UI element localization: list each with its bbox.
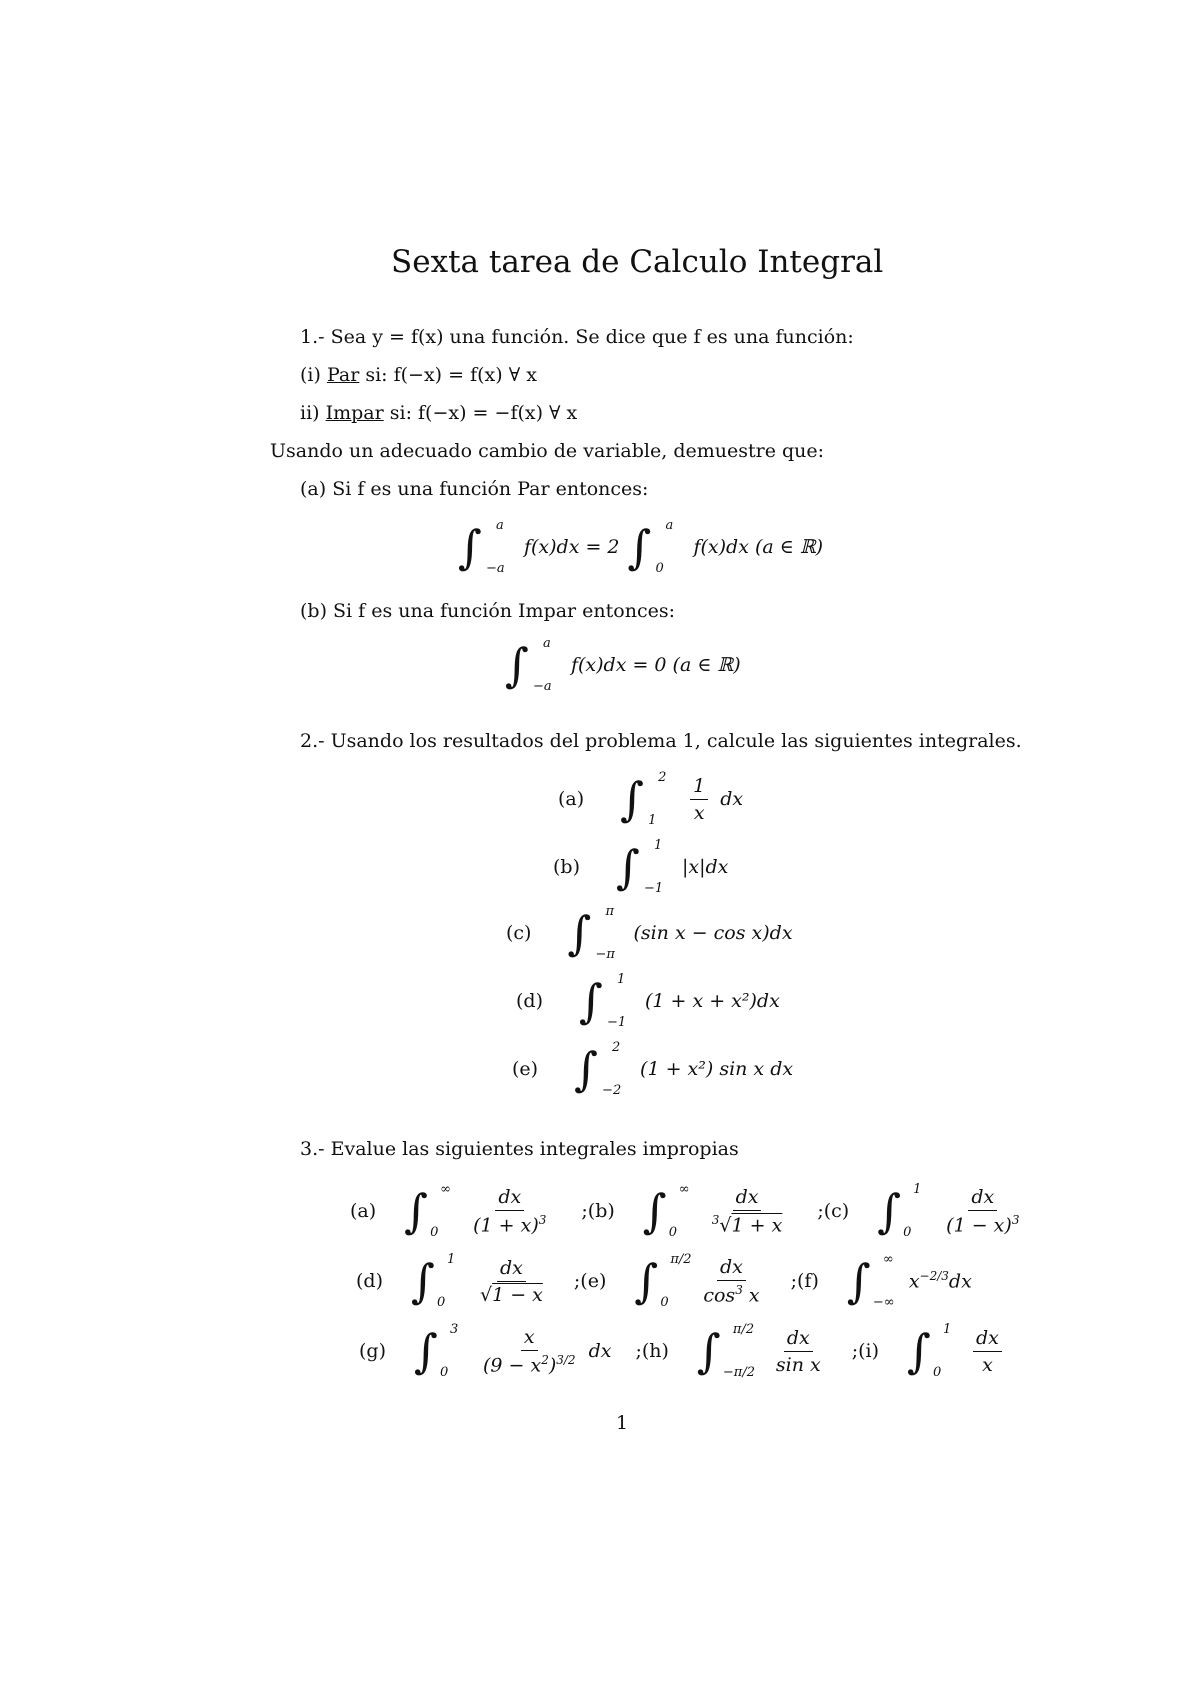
problem-3-row-2 xyxy=(356,1252,972,1310)
integrand: $x^{-2/3}dx$ xyxy=(908,1269,972,1293)
page-title: Sexta tarea de Calculo Integral xyxy=(391,244,884,280)
integral-sign: ∫ xyxy=(877,1184,902,1238)
fraction: $\frac{dx}{(1 - x)^3}$ xyxy=(946,1185,1020,1237)
integral-sign: ∫ xyxy=(458,520,482,574)
integral-limits: a −a xyxy=(485,518,505,576)
integrand: |x|dx xyxy=(681,856,729,878)
problem-1-instruction: Usando un adecuado cambio de variable, demuestre que: xyxy=(270,440,825,462)
item-label: ;(b) xyxy=(581,1200,615,1222)
integral-limits: 1 0 xyxy=(436,1252,456,1310)
item-label: (e) xyxy=(512,1058,539,1080)
integral-sign: ∫ xyxy=(616,840,640,894)
integrand: (1 + x²) sin x dx xyxy=(640,1058,794,1080)
problem-2d xyxy=(516,972,780,1030)
impar-prefix: ii) xyxy=(300,402,326,424)
integral-sign: ∫ xyxy=(579,974,603,1028)
item-label: (d) xyxy=(356,1270,383,1292)
integral-sign: ∫ xyxy=(627,520,652,574)
problem-3-row-3 xyxy=(359,1322,1006,1380)
page-number: 1 xyxy=(616,1412,629,1434)
integral-sign: ∫ xyxy=(574,1042,599,1096)
fraction: $\frac{dx}{√1 - x}$ xyxy=(479,1256,543,1306)
integral-limits: 1 −1 xyxy=(606,972,627,1030)
integral-limits: 3 0 xyxy=(439,1322,459,1380)
item-label: ;(e) xyxy=(573,1270,607,1292)
item-label: (c) xyxy=(506,922,532,944)
integral-limits: a −a xyxy=(532,636,552,694)
problem-1b-text: (b) Si f es una función Impar entonces: xyxy=(300,600,676,622)
item-label: (d) xyxy=(516,990,543,1012)
impar-suffix: si: f(−x) = −f(x) ∀ x xyxy=(383,402,578,424)
problem-1a-equation xyxy=(458,518,823,576)
item-label: (a) xyxy=(350,1200,377,1222)
integrand: dx xyxy=(588,1340,612,1362)
problem-3-row-1 xyxy=(350,1182,1026,1240)
problem-2-intro: 2.- Usando los resultados del problema 1, calcule las siguientes integrales. xyxy=(300,730,1022,752)
fraction: $\frac{dx}{^3√1 + x}$ xyxy=(711,1185,783,1237)
item-label: (a) xyxy=(558,788,585,810)
problem-1-impar-definition xyxy=(300,402,577,424)
problem-2a xyxy=(558,770,743,828)
problem-1b-equation xyxy=(505,636,741,694)
integral-limits: π/2 0 xyxy=(660,1252,692,1310)
item-label: (g) xyxy=(359,1340,386,1362)
integrand: dx xyxy=(720,788,744,810)
integral-limits: 2 −2 xyxy=(602,1040,622,1098)
integral-sign: ∫ xyxy=(907,1324,931,1378)
integral-limits: π/2 −π/2 xyxy=(722,1322,755,1380)
equation-body: f(x)dx = 0 (a ∈ ℝ) xyxy=(570,654,741,676)
integral-limits: 2 1 xyxy=(648,770,667,828)
impar-word: Impar xyxy=(325,402,384,424)
integral-limits: ∞ 0 xyxy=(668,1182,690,1240)
fraction: $\frac{dx}{\text{sin x}}$ xyxy=(775,1326,821,1376)
integral-sign: ∫ xyxy=(620,772,645,826)
par-prefix: (i) xyxy=(300,364,327,386)
item-label: ;(h) xyxy=(635,1340,669,1362)
integrand: (1 + x + x²)dx xyxy=(644,990,780,1012)
integral-sign: ∫ xyxy=(642,1184,667,1238)
integral-sign: ∫ xyxy=(414,1324,438,1378)
problem-1a-text: (a) Si f es una función Par entonces: xyxy=(300,478,649,500)
fraction: $\frac{dx}{\cos^3 x}$ xyxy=(703,1255,760,1307)
integral-limits: 1 −1 xyxy=(643,838,664,896)
fraction-1-over-x: $\frac{1}{x}$ xyxy=(690,775,708,824)
item-label: ;(f) xyxy=(790,1270,819,1292)
problem-2c xyxy=(506,904,793,962)
integral-sign: ∫ xyxy=(404,1184,429,1238)
fraction: $\frac{dx}{(1 + x)^3}$ xyxy=(473,1185,547,1237)
integral-limits: ∞ 0 xyxy=(430,1182,451,1240)
equation-right: f(x)dx (a ∈ ℝ) xyxy=(693,536,824,558)
integral-limits: ∞ −∞ xyxy=(872,1252,895,1310)
integral-limits: 1 0 xyxy=(903,1182,922,1240)
integral-limits: 1 0 xyxy=(933,1322,952,1380)
integral-sign: ∫ xyxy=(411,1254,435,1308)
item-label: ;(i) xyxy=(851,1340,880,1362)
problem-3-intro: 3.- Evalue las siguientes integrales impropias xyxy=(300,1138,739,1160)
problem-2e xyxy=(512,1040,793,1098)
equation-left: f(x)dx = 2 xyxy=(523,536,620,558)
problem-1-intro: 1.- Sea y = f(x) una función. Se dice que f es una función: xyxy=(300,326,854,348)
item-label: ;(c) xyxy=(817,1200,850,1222)
fraction: $\frac{dx}{x}$ xyxy=(973,1327,1002,1376)
integral-limits: π −π xyxy=(595,904,615,962)
fraction: $\frac{x}{(9 - x^2)^{3/2}}$ xyxy=(482,1325,576,1377)
integral-sign: ∫ xyxy=(634,1254,659,1308)
item-label: (b) xyxy=(553,856,580,878)
integral-sign: ∫ xyxy=(846,1254,871,1308)
integral-limits: a 0 xyxy=(655,518,674,576)
problem-2b xyxy=(553,838,728,896)
integrand: (sin x − cos x)dx xyxy=(633,922,793,944)
integral-sign: ∫ xyxy=(505,638,529,692)
integral-sign: ∫ xyxy=(696,1324,721,1378)
par-suffix: si: f(−x) = f(x) ∀ x xyxy=(359,364,537,386)
par-word: Par xyxy=(326,364,360,386)
problem-1-par-definition xyxy=(300,364,537,386)
integral-sign: ∫ xyxy=(567,906,592,960)
